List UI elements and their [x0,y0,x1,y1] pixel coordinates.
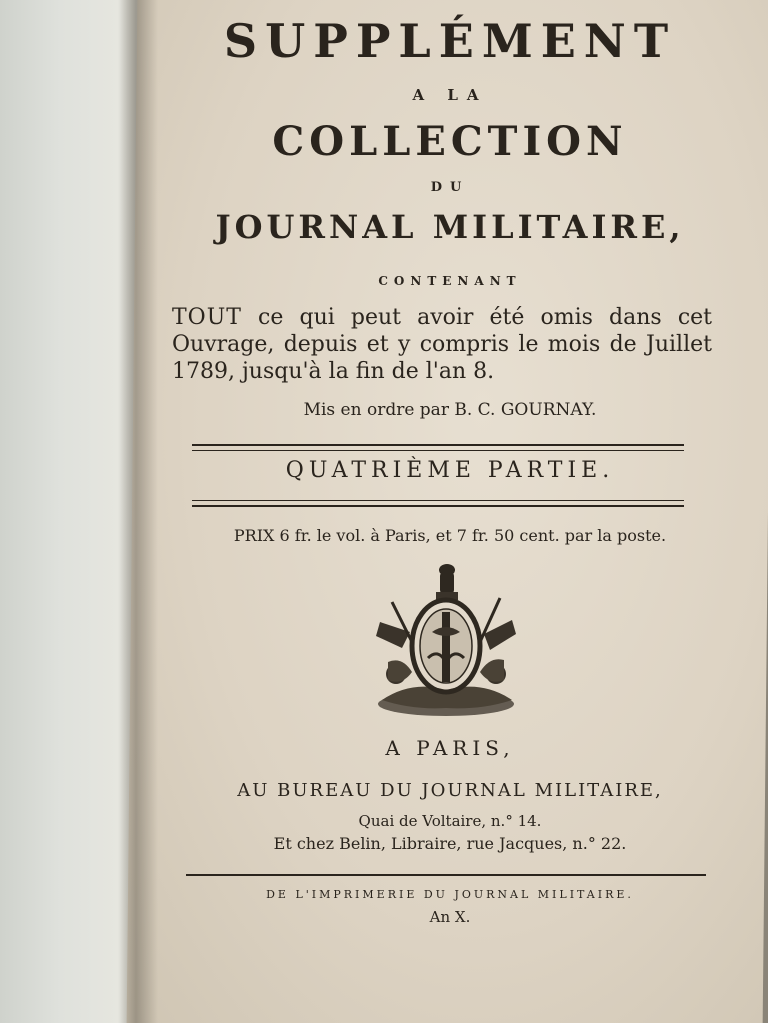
divider-bottom-thick [192,505,684,507]
imprint-belin: Et chez Belin, Libraire, rue Jacques, n.° 22. [273,834,627,853]
military-emblem-vignette [372,562,520,722]
divider-top-thin [192,450,684,451]
part-heading: QUATRIÈME PARTIE. [285,458,615,483]
editor-credit: Mis en ordre par B. C. GOURNAY. [303,400,597,420]
imprint-city: A PARIS, [385,736,515,760]
title-supplement: SUPPLÉMENT [223,14,677,68]
description-text: ce qui peut avoir été omis dans cet Ouvrage, depuis et y compris le mois de Juillet 1789, jusqu'à la fin de l'an 8. [172,305,712,384]
price-line: PRIX 6 fr. le vol. à Paris, et 7 fr. 50 cent. par la poste. [233,526,667,545]
divider-top-thick [192,444,684,446]
title-page-text [150,0,750,1023]
title-journal-militaire: JOURNAL MILITAIRE, [215,208,685,246]
contenant-label: CONTENANT [378,274,522,288]
divider-bottom-thin [192,500,684,501]
imprint-address: Quai de Voltaire, n.° 14. [358,812,542,830]
publication-year: An X. [429,908,471,926]
imprint-divider [186,874,706,876]
imprint-bureau: AU BUREAU DU JOURNAL MILITAIRE, [237,780,663,801]
printer-line: DE L'IMPRIMERIE DU JOURNAL MILITAIRE. [266,888,634,901]
title-a-la: A LA [412,86,488,104]
description-first-word: TOUT [172,305,242,330]
title-du: DU [430,180,470,195]
title-collection: COLLECTION [272,118,628,165]
description-paragraph [172,304,712,385]
